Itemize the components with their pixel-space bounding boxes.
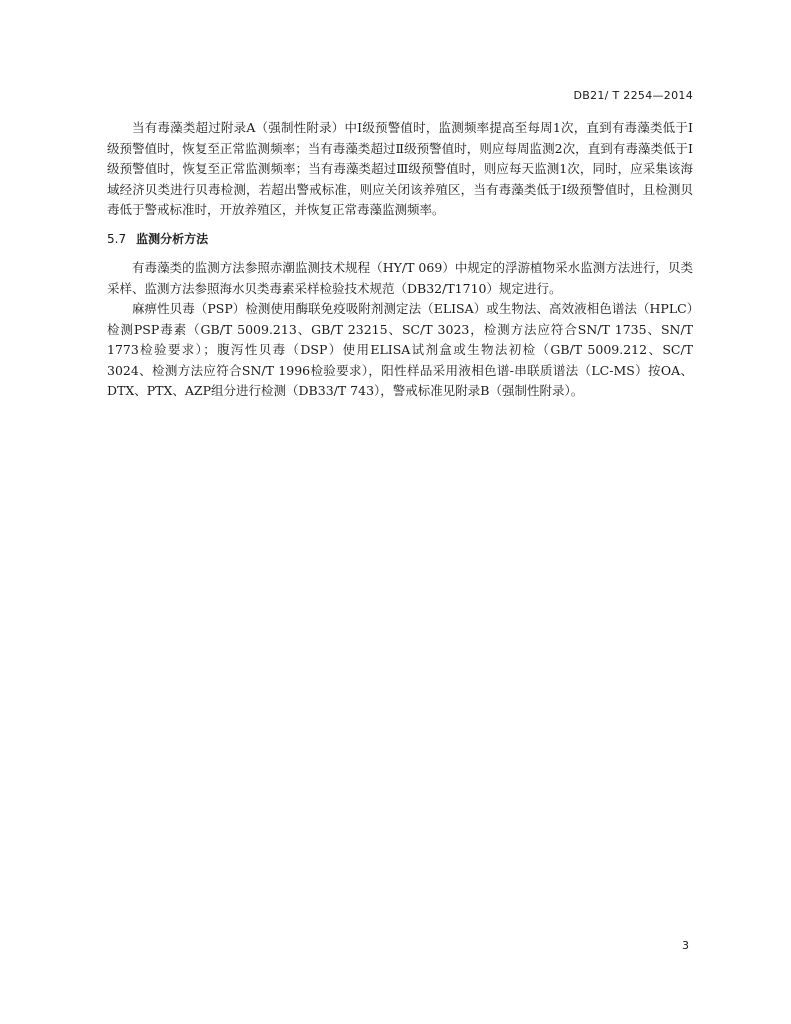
- document-body: [107, 118, 693, 402]
- page-number: 3: [682, 939, 689, 952]
- section-title: 监测分析方法: [136, 231, 209, 246]
- section-heading: [107, 229, 693, 250]
- paragraph-methods-toxin-detection: 麻痹性贝毒（PSP）检测使用酶联免疫吸附剂测定法（ELISA）或生物法、高效液相色谱法（HPLC）检测PSP毒素（GB/T 5009.213、GB/T 23215、SC/T 3023，检测方法应符合SN/T 1735、SN/T 1773检验要求）；腹泻性贝毒（DSP）使用ELISA试剂盒或生物法初检（GB/T 5009.212、SC/T 3024、检测方法应符合SN/T 1996检验要求），阳性样品采用液相色谱-串联质谱法（LC-MS）按OA、DTX、PTX、AZP组分进行检测（DB33/T 743），警戒标准见附录B（强制性附录）。: [107, 301, 693, 398]
- standard-code-header: DB21/ T 2254—2014: [573, 89, 693, 102]
- paragraph-alert-levels: 当有毒藻类超过附录A（强制性附录）中Ⅰ级预警值时，监测频率提高至每周1次，直到有毒藻类低于Ⅰ级预警值时，恢复至正常监测频率；当有毒藻类超过Ⅱ级预警值时，则应每周监测2次，直到有毒藻类低于Ⅰ级预警值时，恢复至正常监测频率；当有毒藻类超过Ⅲ级预警值时，则应每天监测1次，同时，应采集该海域经济贝类进行贝毒检测，若超出警戒标准，则应关闭该养殖区，当有毒藻类低于Ⅰ级预警值时，且检测贝毒低于警戒标准时，开放养殖区，并恢复正常毒藻监测频率。: [107, 120, 693, 217]
- paragraph-methods-sampling: 有毒藻类的监测方法参照赤潮监测技术规程（HY/T 069）中规定的浮游植物采水监测方法进行，贝类采样、监测方法参照海水贝类毒素采样检验技术规范（DB32/T1710）规定进行。: [107, 260, 693, 296]
- section-number: 5.7: [107, 231, 127, 246]
